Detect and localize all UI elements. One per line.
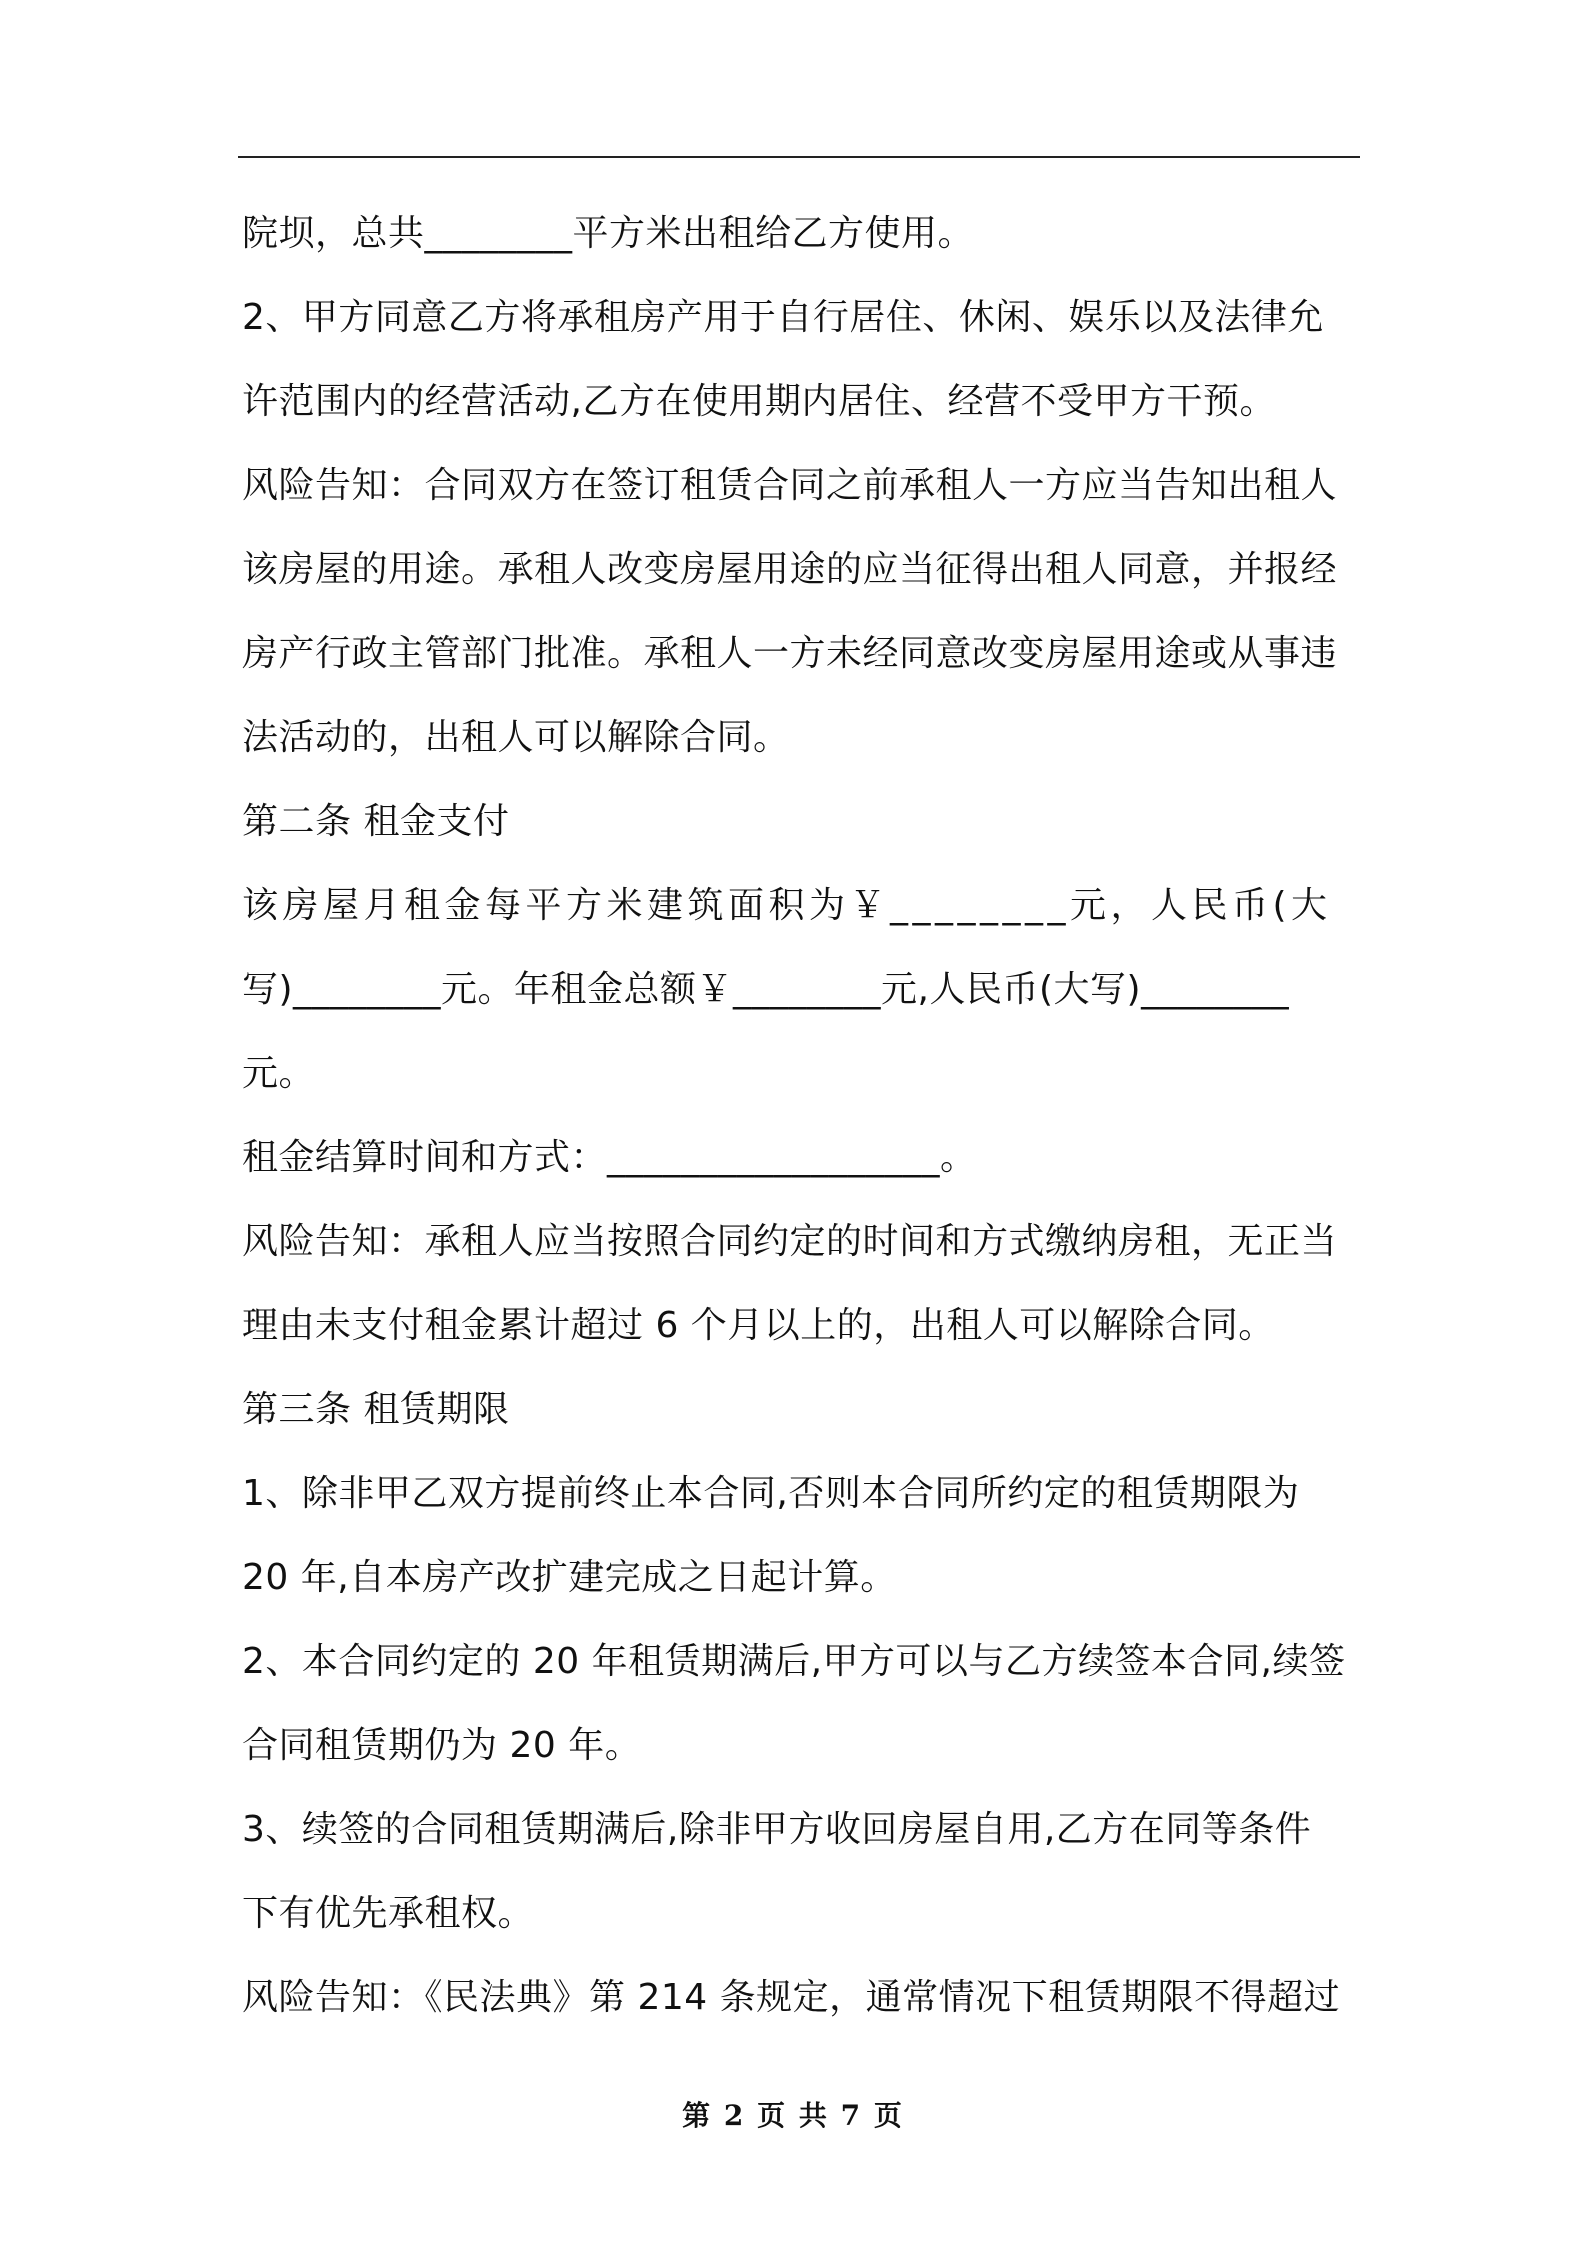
text-line: 元。 bbox=[242, 1053, 316, 1094]
text-line: 3、续签的合同租赁期满后,除非甲方收回房屋自用,乙方在同等条件 bbox=[242, 1809, 1312, 1850]
text-line: 该房屋的用途。承租人改变房屋用途的应当征得出租人同意，并报经 bbox=[242, 549, 1338, 590]
risk-notice-line: 风险告知：《民法典》第 214 条规定，通常情况下租赁期限不得超过 bbox=[242, 1977, 1341, 2018]
text-line: 院坝，总共________平方米出租给乙方使用。 bbox=[242, 213, 975, 254]
text-line: 20 年,自本房产改扩建完成之日起计算。 bbox=[242, 1557, 897, 1598]
risk-notice-line: 风险告知：承租人应当按照合同约定的时间和方式缴纳房租，无正当 bbox=[242, 1221, 1338, 1262]
text-line: 租金结算时间和方式：__________________。 bbox=[242, 1137, 977, 1178]
text-line: 理由未支付租金累计超过 6 个月以上的，出租人可以解除合同。 bbox=[242, 1305, 1275, 1346]
section-heading: 第三条 租赁期限 bbox=[242, 1389, 510, 1430]
risk-notice-line: 风险告知：合同双方在签订租赁合同之前承租人一方应当告知出租人 bbox=[242, 465, 1338, 506]
text-line: 1、除非甲乙双方提前终止本合同,否则本合同所约定的租赁期限为 bbox=[242, 1473, 1300, 1514]
text-line: 2、甲方同意乙方将承租房产用于自行居住、休闲、娱乐以及法律允 bbox=[242, 297, 1324, 338]
header-rule bbox=[238, 156, 1360, 158]
text-line: 房产行政主管部门批准。承租人一方未经同意改变房屋用途或从事违 bbox=[242, 633, 1338, 674]
text-line: 许范围内的经营活动,乙方在使用期内居住、经营不受甲方干预。 bbox=[242, 381, 1276, 422]
text-line: 该房屋月租金每平方米建筑面积为￥________元，人民币(大 bbox=[242, 885, 1332, 926]
text-line: 下有优先承租权。 bbox=[242, 1893, 535, 1934]
text-line: 合同租赁期仍为 20 年。 bbox=[242, 1725, 642, 1766]
text-line: 2、本合同约定的 20 年租赁期满后,甲方可以与乙方续签本合同,续签 bbox=[242, 1641, 1346, 1682]
section-heading: 第二条 租金支付 bbox=[242, 801, 510, 842]
text-line: 法活动的，出租人可以解除合同。 bbox=[242, 717, 790, 758]
document-body bbox=[242, 192, 1362, 2040]
page-number: 第 2 页 共 7 页 bbox=[682, 2099, 904, 2132]
text-line: 写)________元。年租金总额￥________元,人民币(大写)________ bbox=[242, 969, 1290, 1010]
